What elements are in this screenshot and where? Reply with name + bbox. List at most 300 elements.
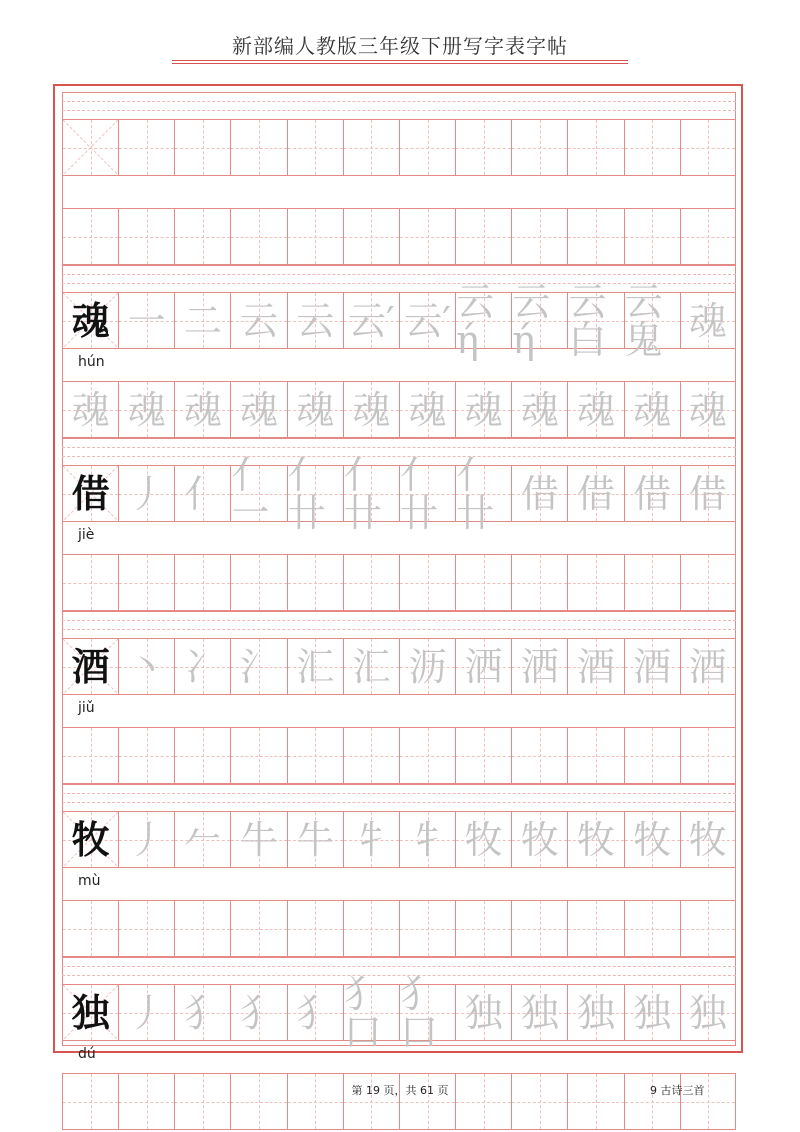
- writing-cell[interactable]: [343, 452, 399, 535]
- writing-cell[interactable]: [399, 452, 455, 535]
- stroke-step-character: 借: [576, 471, 615, 516]
- writing-cell[interactable]: [287, 452, 343, 535]
- tracing-row: [62, 381, 736, 438]
- page-title: 新部编人教版三年级下册写字表字帖: [232, 34, 568, 58]
- writing-cell[interactable]: [62, 554, 118, 611]
- pinyin-guide-line: [62, 966, 736, 967]
- writing-cell[interactable]: [62, 208, 118, 265]
- writing-cell[interactable]: [118, 554, 174, 611]
- pinyin-label: mù: [78, 873, 101, 889]
- cell-guide-horizontal: [175, 929, 230, 930]
- tracing-character: 魂: [71, 387, 110, 432]
- cell-guide-horizontal: [681, 583, 735, 584]
- cell-guide-horizontal: [681, 756, 735, 757]
- cell-guide-horizontal: [344, 237, 399, 238]
- stroke-order-row: [62, 811, 736, 868]
- writing-cell[interactable]: [287, 811, 343, 868]
- writing-cell[interactable]: [343, 381, 399, 438]
- pinyin-label: dú: [78, 1046, 96, 1062]
- cell-guide-horizontal: [568, 1102, 623, 1103]
- writing-cell[interactable]: [118, 119, 174, 176]
- writing-cell[interactable]: [511, 554, 567, 611]
- stroke-step-character: 氵: [240, 644, 279, 689]
- cell-guide-horizontal: [231, 756, 286, 757]
- pinyin-guide-line: [62, 620, 736, 621]
- writing-cell[interactable]: [174, 638, 230, 695]
- writing-cell[interactable]: [343, 554, 399, 611]
- writing-cell[interactable]: [399, 727, 455, 784]
- stroke-step-character: 牜: [352, 817, 391, 862]
- cell-guide-horizontal: [119, 237, 174, 238]
- pinyin-band: [62, 92, 736, 119]
- cell-guide-horizontal: [288, 148, 343, 149]
- tracing-character: 魂: [576, 387, 615, 432]
- cell-guide-horizontal: [400, 1102, 455, 1103]
- writing-cell[interactable]: [680, 381, 736, 438]
- writing-cell[interactable]: [511, 279, 567, 362]
- writing-cell[interactable]: [680, 554, 736, 611]
- tracing-character: 魂: [688, 387, 727, 432]
- writing-cell[interactable]: [511, 465, 567, 522]
- cell-guide-horizontal: [512, 756, 567, 757]
- writing-cell[interactable]: [567, 900, 623, 957]
- tracing-character: 魂: [464, 387, 503, 432]
- writing-cell[interactable]: [399, 971, 455, 1054]
- writing-cell[interactable]: [455, 984, 511, 1041]
- writing-cell[interactable]: [118, 465, 174, 522]
- writing-cell[interactable]: [343, 638, 399, 695]
- stroke-step-character: 洒: [464, 644, 503, 689]
- tracing-character: 魂: [127, 387, 166, 432]
- stroke-step-character: 独: [688, 990, 727, 1035]
- writing-cell[interactable]: [230, 119, 286, 176]
- model-character: 牧: [71, 817, 110, 862]
- writing-cell[interactable]: [624, 984, 680, 1041]
- stroke-step-character: 牧: [576, 817, 615, 862]
- pinyin-guide-line: [62, 274, 736, 275]
- writing-cell[interactable]: [62, 381, 118, 438]
- stroke-step-character: 酒: [688, 644, 727, 689]
- writing-cell[interactable]: [287, 554, 343, 611]
- cell-guide-horizontal: [681, 148, 735, 149]
- writing-cell[interactable]: [624, 119, 680, 176]
- writing-cell[interactable]: [399, 811, 455, 868]
- stroke-step-character: 牧: [633, 817, 672, 862]
- writing-cell[interactable]: [455, 554, 511, 611]
- cell-guide-horizontal: [231, 929, 286, 930]
- cell-guide-horizontal: [400, 756, 455, 757]
- stroke-step-character: 𠂉: [183, 817, 222, 862]
- pinyin-band: [62, 784, 736, 811]
- pinyin-guide-line: [62, 957, 736, 958]
- writing-cell[interactable]: [287, 638, 343, 695]
- writing-cell[interactable]: [118, 811, 174, 868]
- writing-cell[interactable]: [455, 811, 511, 868]
- writing-cell[interactable]: [399, 208, 455, 265]
- writing-cell[interactable]: [343, 119, 399, 176]
- writing-cell[interactable]: [174, 208, 230, 265]
- writing-cell[interactable]: [230, 727, 286, 784]
- stroke-step-character: 牧: [688, 817, 727, 862]
- writing-cell[interactable]: [230, 292, 286, 349]
- writing-cell[interactable]: [287, 727, 343, 784]
- pinyin-guide-line: [62, 265, 736, 266]
- writing-cell[interactable]: [287, 900, 343, 957]
- writing-cell[interactable]: [174, 119, 230, 176]
- writing-cell[interactable]: [287, 208, 343, 265]
- pinyin-guide-line: [62, 447, 736, 448]
- writing-cell[interactable]: [174, 554, 230, 611]
- stroke-step-character: 牛: [296, 817, 335, 862]
- stroke-step-character: 借: [688, 471, 727, 516]
- tracing-character: 魂: [408, 387, 447, 432]
- writing-cell[interactable]: [343, 727, 399, 784]
- cell-guide-horizontal: [625, 237, 680, 238]
- stroke-step-character: 云鬼: [624, 279, 663, 362]
- cell-guide-horizontal: [175, 756, 230, 757]
- writing-cell[interactable]: [174, 727, 230, 784]
- cell-guide-horizontal: [456, 583, 511, 584]
- writing-cell[interactable]: [624, 554, 680, 611]
- writing-cell[interactable]: [567, 811, 623, 868]
- stroke-step-character: 犭: [183, 990, 222, 1035]
- writing-cell[interactable]: [62, 119, 118, 176]
- pinyin-band: [62, 611, 736, 638]
- cell-guide-horizontal: [625, 583, 680, 584]
- writing-cell[interactable]: [680, 292, 736, 349]
- writing-cell[interactable]: [118, 292, 174, 349]
- stroke-step-character: 犭口: [399, 971, 438, 1054]
- stroke-step-character: 云白: [568, 279, 607, 362]
- cell-guide-horizontal: [231, 237, 286, 238]
- stroke-step-character: 亻卄: [287, 452, 326, 535]
- writing-cell[interactable]: [118, 900, 174, 957]
- writing-cell[interactable]: [680, 727, 736, 784]
- cell-guide-horizontal: [568, 583, 623, 584]
- pinyin-guide-line: [62, 784, 736, 785]
- writing-cell[interactable]: [680, 811, 736, 868]
- writing-cell[interactable]: [230, 638, 286, 695]
- stroke-step-character: 云′: [348, 298, 395, 343]
- cell-guide-horizontal: [344, 1102, 399, 1103]
- tracing-character: 魂: [240, 387, 279, 432]
- stroke-step-character: 汇: [296, 644, 335, 689]
- writing-cell[interactable]: [343, 208, 399, 265]
- stroke-step-character: 亻: [183, 471, 222, 516]
- writing-cell[interactable]: [287, 984, 343, 1041]
- writing-cell[interactable]: [287, 119, 343, 176]
- cell-guide-horizontal: [344, 583, 399, 584]
- tracing-character: 魂: [296, 387, 335, 432]
- cell-guide-horizontal: [625, 1102, 680, 1103]
- stroke-step-character: 丿: [127, 471, 166, 516]
- writing-cell[interactable]: [62, 811, 118, 868]
- writing-cell[interactable]: [62, 292, 118, 349]
- cell-guide-horizontal: [119, 583, 174, 584]
- stroke-step-character: 云: [296, 298, 335, 343]
- writing-cell[interactable]: [455, 119, 511, 176]
- stroke-step-character: 牛: [240, 817, 279, 862]
- writing-cell[interactable]: [118, 984, 174, 1041]
- writing-cell[interactable]: [230, 381, 286, 438]
- model-character: 魂: [71, 298, 110, 343]
- stroke-step-character: 洒: [520, 644, 559, 689]
- writing-cell[interactable]: [118, 727, 174, 784]
- tracing-character: 魂: [183, 387, 222, 432]
- stroke-step-character: 丿: [127, 817, 166, 862]
- cell-guide-horizontal: [625, 929, 680, 930]
- pinyin-guide-line: [62, 629, 736, 630]
- cell-guide-horizontal: [288, 929, 343, 930]
- cell-guide-horizontal: [63, 583, 118, 584]
- writing-cell[interactable]: [567, 984, 623, 1041]
- stroke-step-character: 一: [127, 298, 166, 343]
- stroke-step-character: 酒: [633, 644, 672, 689]
- stroke-step-character: 借: [633, 471, 672, 516]
- stroke-step-character: 冫: [183, 644, 222, 689]
- stroke-step-character: 亻一: [231, 452, 270, 535]
- stroke-step-character: 汇: [352, 644, 391, 689]
- writing-cell[interactable]: [511, 208, 567, 265]
- cell-guide-horizontal: [568, 756, 623, 757]
- cell-guide-horizontal: [63, 1102, 118, 1103]
- cell-guide-horizontal: [681, 929, 735, 930]
- pinyin-guide-line: [62, 802, 736, 803]
- pinyin-label: jiè: [78, 527, 95, 543]
- stroke-step-character: 二: [183, 298, 222, 343]
- stroke-step-character: 牧: [520, 817, 559, 862]
- cell-guide-horizontal: [456, 148, 511, 149]
- writing-cell[interactable]: [118, 381, 174, 438]
- cell-guide-horizontal: [119, 756, 174, 757]
- writing-cell[interactable]: [174, 381, 230, 438]
- tracing-row: [62, 727, 736, 784]
- writing-cell[interactable]: [567, 279, 623, 362]
- model-character: 独: [71, 990, 110, 1035]
- cell-guide-horizontal: [568, 237, 623, 238]
- writing-cell[interactable]: [399, 119, 455, 176]
- writing-cell[interactable]: [62, 727, 118, 784]
- stroke-step-character: 亻卄: [399, 452, 438, 535]
- tracing-row: [62, 554, 736, 611]
- writing-cell[interactable]: [174, 900, 230, 957]
- cell-guide-horizontal: [568, 929, 623, 930]
- cell-guide-horizontal: [400, 583, 455, 584]
- writing-cell[interactable]: [567, 119, 623, 176]
- writing-cell[interactable]: [62, 900, 118, 957]
- writing-cell[interactable]: [567, 208, 623, 265]
- cell-guide-horizontal: [175, 1102, 230, 1103]
- writing-cell[interactable]: [567, 465, 623, 522]
- cell-guide-horizontal: [344, 148, 399, 149]
- writing-cell[interactable]: [174, 465, 230, 522]
- cell-guide-horizontal: [63, 756, 118, 757]
- writing-cell[interactable]: [62, 638, 118, 695]
- writing-cell[interactable]: [567, 727, 623, 784]
- writing-cell[interactable]: [624, 900, 680, 957]
- cell-guide-horizontal: [456, 1102, 511, 1103]
- writing-cell[interactable]: [62, 465, 118, 522]
- cell-guide-horizontal: [512, 1102, 567, 1103]
- writing-cell[interactable]: [118, 208, 174, 265]
- stroke-order-row: [62, 638, 736, 695]
- cell-guide-horizontal: [175, 583, 230, 584]
- writing-cell[interactable]: [343, 900, 399, 957]
- writing-cell[interactable]: [230, 900, 286, 957]
- writing-cell[interactable]: [511, 119, 567, 176]
- cell-guide-horizontal: [344, 756, 399, 757]
- cell-guide-horizontal: [400, 929, 455, 930]
- pinyin-label: hún: [78, 354, 105, 370]
- writing-cell[interactable]: [174, 811, 230, 868]
- writing-cell[interactable]: [624, 465, 680, 522]
- writing-cell[interactable]: [399, 292, 455, 349]
- writing-cell[interactable]: [511, 381, 567, 438]
- writing-cell[interactable]: [511, 638, 567, 695]
- stroke-step-character: 独: [464, 990, 503, 1035]
- writing-cell[interactable]: [624, 279, 680, 362]
- writing-cell[interactable]: [624, 208, 680, 265]
- cell-guide-horizontal: [400, 148, 455, 149]
- writing-cell[interactable]: [567, 381, 623, 438]
- writing-cell[interactable]: [455, 279, 511, 362]
- model-character: 酒: [71, 644, 110, 689]
- pinyin-guide-line: [62, 101, 736, 102]
- writing-cell[interactable]: [455, 381, 511, 438]
- writing-cell[interactable]: [680, 900, 736, 957]
- cell-guide-horizontal: [400, 237, 455, 238]
- stroke-order-row: [62, 119, 736, 176]
- stroke-step-character: 牧: [464, 817, 503, 862]
- cell-guide-horizontal: [512, 929, 567, 930]
- stroke-step-character: 独: [520, 990, 559, 1035]
- writing-cell[interactable]: [399, 900, 455, 957]
- writing-cell[interactable]: [680, 119, 736, 176]
- stroke-step-character: 沥: [408, 644, 447, 689]
- writing-cell[interactable]: [511, 900, 567, 957]
- writing-cell[interactable]: [624, 381, 680, 438]
- writing-cell[interactable]: [118, 638, 174, 695]
- writing-cell[interactable]: [230, 984, 286, 1041]
- pinyin-guide-line: [62, 110, 736, 111]
- stroke-step-character: 云ή: [512, 279, 551, 362]
- cell-guide-horizontal: [288, 583, 343, 584]
- writing-cell[interactable]: [680, 984, 736, 1041]
- diagonal-guides: [63, 120, 118, 175]
- stroke-step-character: 丿: [127, 990, 166, 1035]
- writing-cell[interactable]: [567, 638, 623, 695]
- writing-cell[interactable]: [455, 638, 511, 695]
- stroke-step-character: 亻卄: [456, 452, 495, 535]
- stroke-step-character: 犭: [296, 990, 335, 1035]
- cell-guide-horizontal: [231, 148, 286, 149]
- cell-guide-horizontal: [456, 756, 511, 757]
- writing-cell[interactable]: [399, 638, 455, 695]
- cell-guide-horizontal: [344, 929, 399, 930]
- stroke-step-character: 云ή: [456, 279, 495, 362]
- stroke-step-character: 独: [633, 990, 672, 1035]
- writing-cell[interactable]: [287, 292, 343, 349]
- stroke-step-character: 独: [576, 990, 615, 1035]
- writing-cell[interactable]: [399, 381, 455, 438]
- writing-cell[interactable]: [174, 984, 230, 1041]
- writing-cell[interactable]: [567, 554, 623, 611]
- cell-guide-horizontal: [681, 237, 735, 238]
- writing-cell[interactable]: [230, 208, 286, 265]
- cell-guide-horizontal: [119, 929, 174, 930]
- cell-guide-horizontal: [288, 1102, 343, 1103]
- tracing-row: [62, 208, 736, 265]
- cell-guide-horizontal: [63, 237, 118, 238]
- cell-guide-horizontal: [288, 237, 343, 238]
- writing-cell[interactable]: [230, 554, 286, 611]
- tracing-character: 魂: [520, 387, 559, 432]
- stroke-step-character: 酒: [576, 644, 615, 689]
- writing-cell[interactable]: [399, 554, 455, 611]
- writing-cell[interactable]: [230, 811, 286, 868]
- writing-cell[interactable]: [511, 811, 567, 868]
- writing-cell[interactable]: [680, 208, 736, 265]
- cell-guide-horizontal: [119, 148, 174, 149]
- writing-cell[interactable]: [287, 381, 343, 438]
- cell-guide-horizontal: [512, 148, 567, 149]
- writing-cell[interactable]: [455, 727, 511, 784]
- writing-cell[interactable]: [511, 727, 567, 784]
- stroke-step-character: 借: [520, 471, 559, 516]
- writing-cell[interactable]: [343, 971, 399, 1054]
- cell-guide-horizontal: [625, 148, 680, 149]
- cell-guide-horizontal: [681, 1102, 735, 1103]
- stroke-step-character: 牜: [408, 817, 447, 862]
- pinyin-guide-line: [62, 793, 736, 794]
- writing-cell[interactable]: [343, 811, 399, 868]
- writing-cell[interactable]: [680, 465, 736, 522]
- stroke-step-character: 丶: [127, 644, 166, 689]
- writing-cell[interactable]: [624, 811, 680, 868]
- pinyin-label: jiǔ: [78, 700, 95, 716]
- writing-cell[interactable]: [343, 292, 399, 349]
- tracing-character: 魂: [633, 387, 672, 432]
- page-number: 第 19 页，共 61 页: [351, 1084, 449, 1097]
- cell-guide-horizontal: [175, 148, 230, 149]
- writing-cell[interactable]: [624, 638, 680, 695]
- cell-guide-horizontal: [119, 1102, 174, 1103]
- writing-cell[interactable]: [624, 727, 680, 784]
- pinyin-guide-line: [62, 611, 736, 612]
- cell-guide-horizontal: [231, 583, 286, 584]
- stroke-step-character: 犭口: [343, 971, 382, 1054]
- stroke-step-character: 犭: [240, 990, 279, 1035]
- title-rule-bottom: [172, 63, 628, 64]
- writing-cell[interactable]: [455, 900, 511, 957]
- writing-cell[interactable]: [62, 984, 118, 1041]
- stroke-step-character: 亻卄: [343, 452, 382, 535]
- cell-guide-horizontal: [288, 756, 343, 757]
- cell-guide-horizontal: [625, 756, 680, 757]
- writing-cell[interactable]: [680, 638, 736, 695]
- writing-cell[interactable]: [511, 984, 567, 1041]
- cell-guide-horizontal: [456, 929, 511, 930]
- model-character: 借: [71, 471, 110, 516]
- cell-guide-horizontal: [175, 237, 230, 238]
- title-rule-top: [172, 60, 628, 61]
- writing-cell[interactable]: [174, 292, 230, 349]
- cell-guide-horizontal: [568, 148, 623, 149]
- stroke-step-character: 云′: [404, 298, 451, 343]
- writing-cell[interactable]: [455, 452, 511, 535]
- writing-cell[interactable]: [455, 208, 511, 265]
- writing-cell[interactable]: [230, 452, 286, 535]
